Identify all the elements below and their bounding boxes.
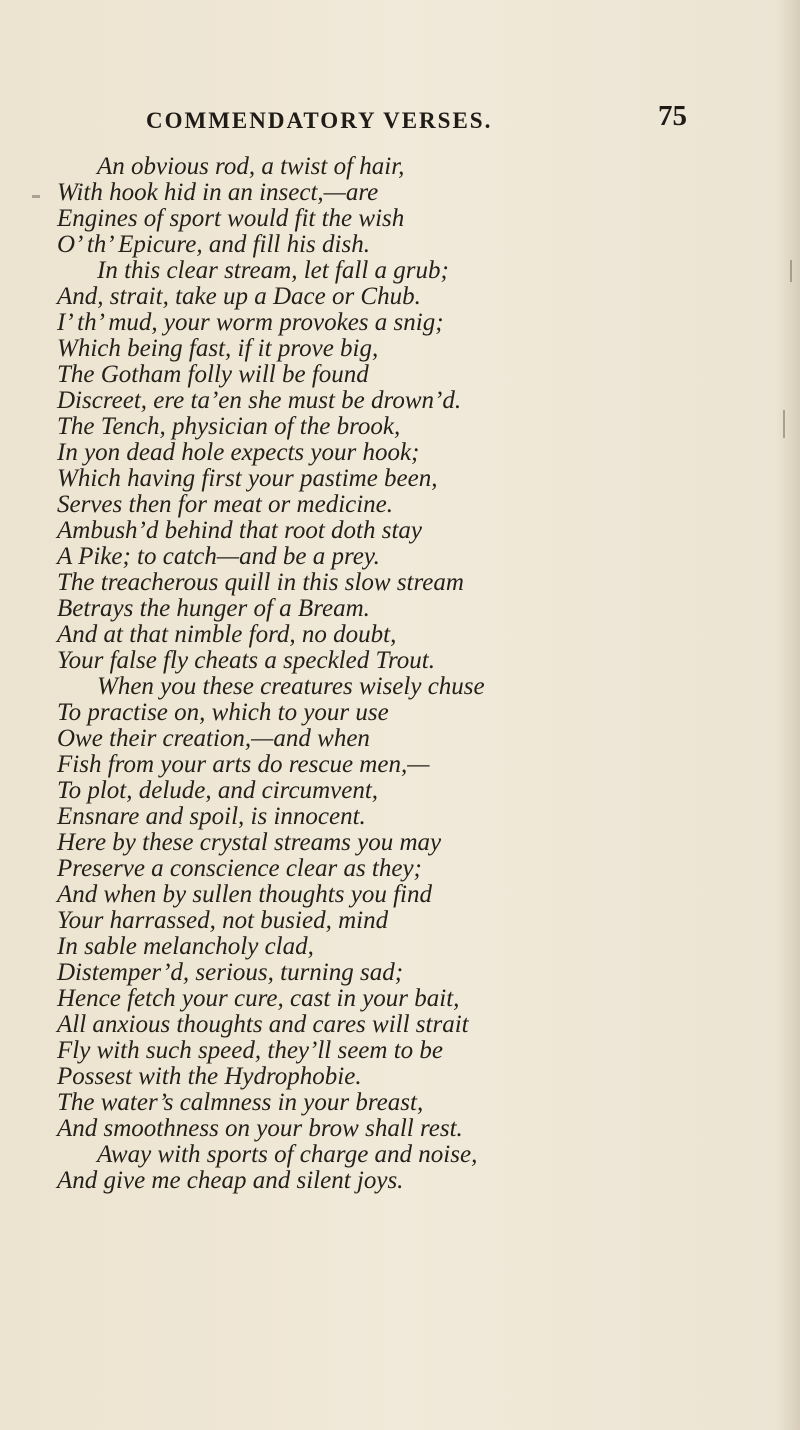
poem-line: Betrays the hunger of a Bream. (57, 595, 370, 622)
poem-line: Your false fly cheats a speckled Trout. (57, 647, 435, 674)
poem-line: Possest with the Hydrophobie. (57, 1063, 362, 1090)
poem-line: Which being fast, if it prove big, (57, 335, 379, 362)
paper-mark (783, 410, 785, 438)
poem-line: And give me cheap and silent joys. (57, 1167, 404, 1194)
poem-line: All anxious thoughts and cares will strait (57, 1011, 469, 1038)
poem-line: Engines of sport would fit the wish (57, 205, 405, 232)
poem-line: The Gotham folly will be found (57, 361, 369, 388)
poem-line: Away with sports of charge and noise, (97, 1141, 478, 1168)
poem-line: In sable melancholy clad, (57, 933, 314, 960)
poem-line: An obvious rod, a twist of hair, (97, 153, 405, 180)
poem-line: In this clear stream, let fall a grub; (97, 257, 449, 284)
poem-line: When you these creatures wisely chuse (97, 673, 485, 700)
poem-line: Discreet, ere ta’en she must be drown’d. (57, 387, 462, 414)
running-head: COMMENDATORY VERSES. (146, 108, 493, 133)
page-edge-shadow (776, 0, 800, 1430)
poem-line: I’ th’ mud, your worm provokes a snig; (57, 309, 444, 336)
poem-line: Preserve a conscience clear as they; (57, 855, 422, 882)
paper-mark (32, 195, 40, 198)
poem-line: Which having first your pastime been, (57, 465, 438, 492)
poem-line: With hook hid in an insect,—are (57, 179, 379, 206)
page-number: 75 (658, 100, 687, 132)
poem-line: O’ th’ Epicure, and fill his dish. (57, 231, 370, 258)
poem-line: And when by sullen thoughts you find (57, 881, 432, 908)
poem-line: Fish from your arts do rescue men,— (57, 751, 430, 778)
poem-line: A Pike; to catch—and be a prey. (57, 543, 380, 570)
poem-line: And, strait, take up a Dace or Chub. (57, 283, 421, 310)
poem-line: And at that nimble ford, no doubt, (57, 621, 397, 648)
poem-line: Owe their creation,—and when (57, 725, 370, 752)
poem-line: Ambush’d behind that root doth stay (57, 517, 423, 544)
poem-line: The water’s calmness in your breast, (57, 1089, 424, 1116)
poem-line: Hence fetch your cure, cast in your bait, (57, 985, 460, 1012)
poem-line: The treacherous quill in this slow stream (57, 569, 464, 596)
poem-line: Here by these crystal streams you may (57, 829, 442, 856)
poem-line: Fly with such speed, they’ll seem to be (57, 1037, 443, 1064)
poem-line: Distemper’d, serious, turning sad; (57, 959, 404, 986)
poem-line: And smoothness on your brow shall rest. (57, 1115, 463, 1142)
poem-line: Ensnare and spoil, is innocent. (57, 803, 366, 830)
poem-line: The Tench, physician of the brook, (57, 413, 401, 440)
poem-line: To plot, delude, and circumvent, (57, 777, 379, 804)
poem-line: Serves then for meat or medicine. (57, 491, 394, 518)
poem-line: Your harrassed, not busied, mind (57, 907, 389, 934)
poem-line: To practise on, which to your use (57, 699, 389, 726)
paper-mark (790, 260, 792, 282)
poem-line: In yon dead hole expects your hook; (57, 439, 420, 466)
